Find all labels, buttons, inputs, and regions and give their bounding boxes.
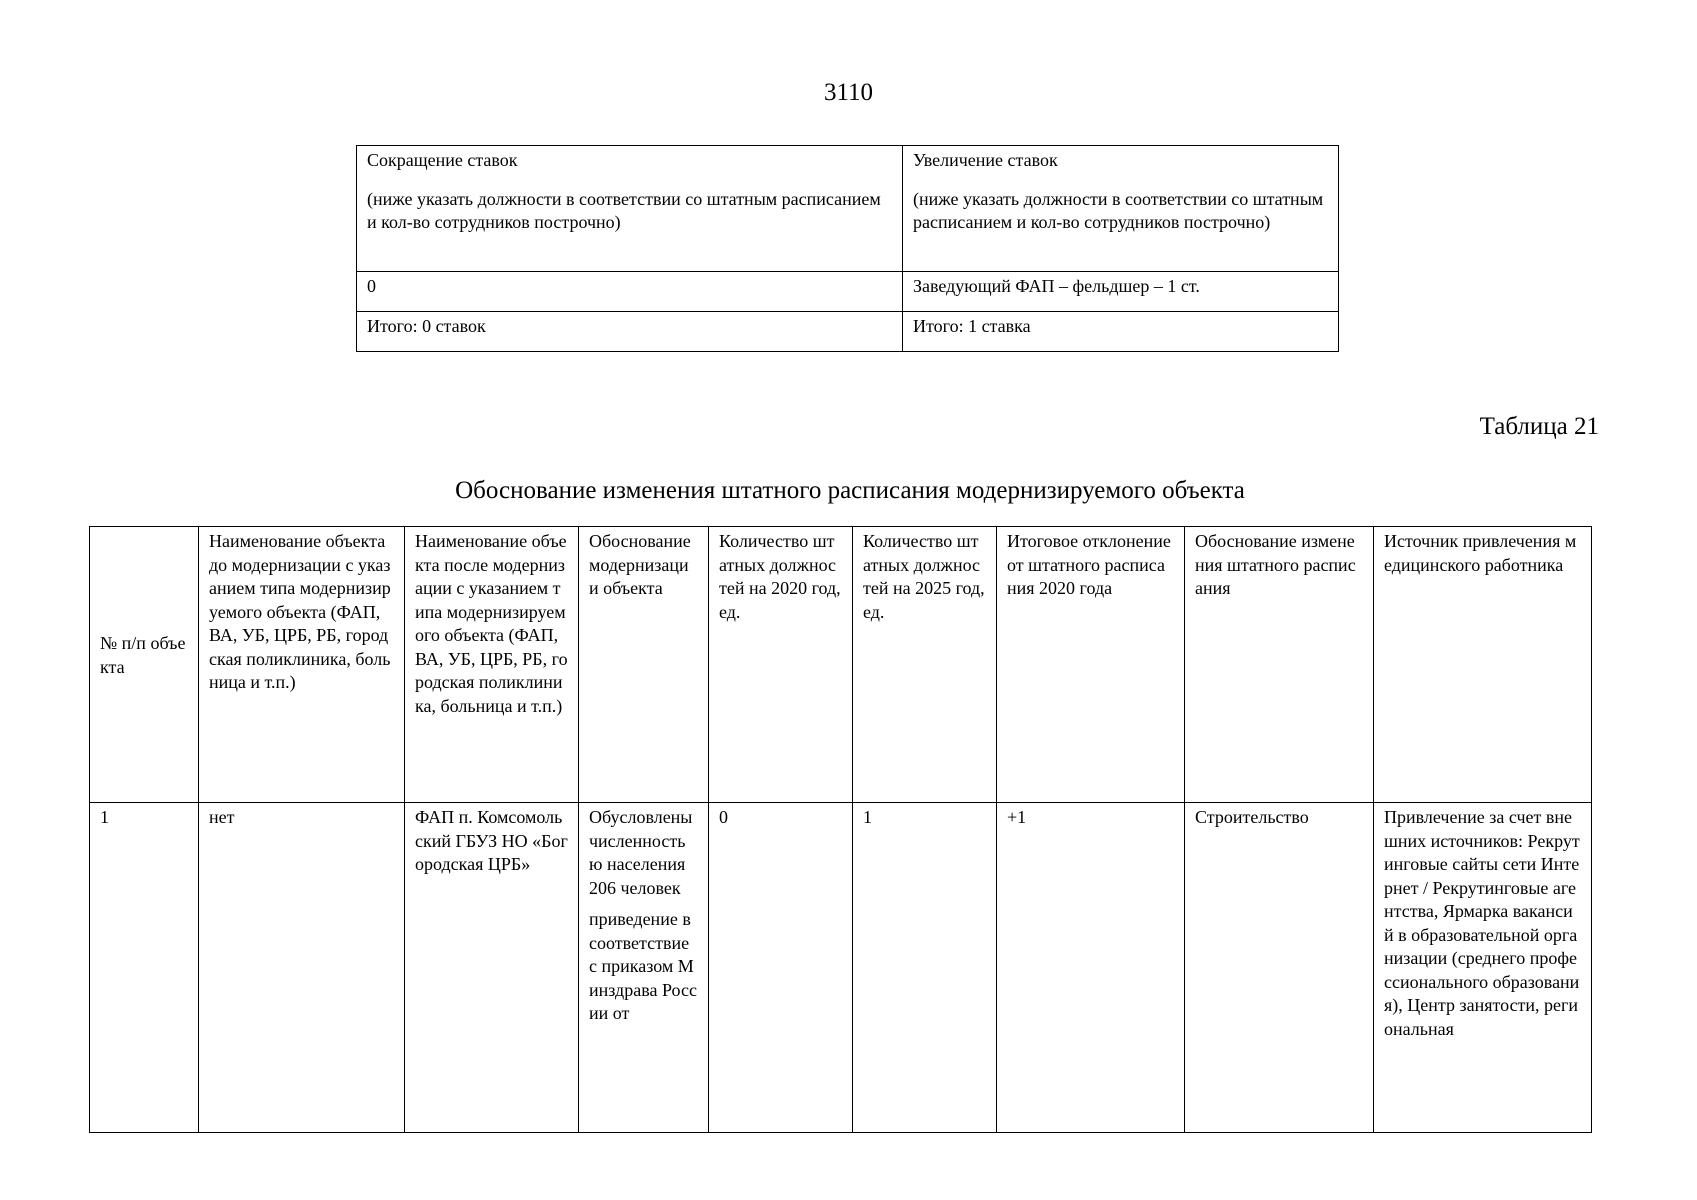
table-title: Обоснование изменения штатного расписания модернизируемого объекта	[455, 477, 1245, 504]
increase-header-cell	[903, 146, 1339, 272]
justification-table	[89, 526, 1592, 1133]
cell-count-2025: 1	[853, 803, 997, 1133]
header-object-number: № п/п объекта	[90, 527, 199, 803]
cell-name-after: ФАП п. Комсомольский ГБУЗ НО «Богородская ЦРБ»	[405, 803, 579, 1133]
header-name-before: Наименование объекта до модернизации с указанием типа модернизируемого объекта (ФАП, ВА, УБ, ЦРБ, РБ, городская поликлиника, больница и т.п.)	[199, 527, 405, 803]
staff-table-total-row	[357, 312, 1339, 352]
table-label: Таблица 21	[1479, 413, 1599, 440]
header-deviation: Итоговое отклонение от штатного расписания 2020 года	[997, 527, 1185, 803]
increase-header: Увеличение ставок	[913, 150, 1058, 170]
page-number: 3110	[823, 79, 874, 106]
increase-value: Заведующий ФАП – фельдшер – 1 ст.	[903, 272, 1339, 312]
header-change-reason: Обоснование изменения штатного расписания	[1185, 527, 1374, 803]
cell-staff-source: Привлечение за счет внешних источников: Рекрутинговые сайты сети Интернет / Рекрутинговые агентства, Ярмарка вакансий в образовательной организации (среднего профессионального образования), Центр занятости, региональная	[1374, 803, 1592, 1133]
cell-modernization-justification	[579, 803, 709, 1133]
staff-table-header-row	[357, 146, 1339, 272]
table-header-row	[90, 527, 1592, 803]
cell-change-reason: Строительство	[1185, 803, 1374, 1133]
table-row	[90, 803, 1592, 1133]
increase-total: Итого: 1 ставка	[903, 312, 1339, 352]
reduction-value: 0	[357, 272, 903, 312]
header-staff-source: Источник привлечения медицинского работника	[1374, 527, 1592, 803]
increase-note: (ниже указать должности в соответствии со штатным расписанием и кол-во сотрудников построчно)	[913, 189, 1324, 232]
reduction-header: Сокращение ставок	[367, 150, 518, 170]
cell-object-number: 1	[90, 803, 199, 1133]
cell-count-2020: 0	[709, 803, 853, 1133]
header-count-2025: Количество штатных должностей на 2025 год, ед.	[853, 527, 997, 803]
reduction-total: Итого: 0 ставок	[357, 312, 903, 352]
justification-text-2: приведение в соответствие с приказом Минздрава России от	[589, 909, 697, 1023]
header-count-2020: Количество штатных должностей на 2020 год, ед.	[709, 527, 853, 803]
reduction-header-cell	[357, 146, 903, 272]
header-modernization-justification: Обоснование модернизации объекта	[579, 527, 709, 803]
staff-table-value-row	[357, 272, 1339, 312]
cell-name-before: нет	[199, 803, 405, 1133]
reduction-note: (ниже указать должности в соответствии со штатным расписанием и кол-во сотрудников построчно)	[367, 189, 881, 232]
justification-text-1: Обусловлены численностью населения 206 человек	[589, 807, 693, 898]
cell-deviation: +1	[997, 803, 1185, 1133]
staff-change-table	[356, 145, 1339, 352]
header-name-after: Наименование объекта после модернизации с указанием типа модернизируемого объекта (ФАП, ВА, УБ, ЦРБ, РБ, городская поликлиника, больница и т.п.)	[405, 527, 579, 803]
